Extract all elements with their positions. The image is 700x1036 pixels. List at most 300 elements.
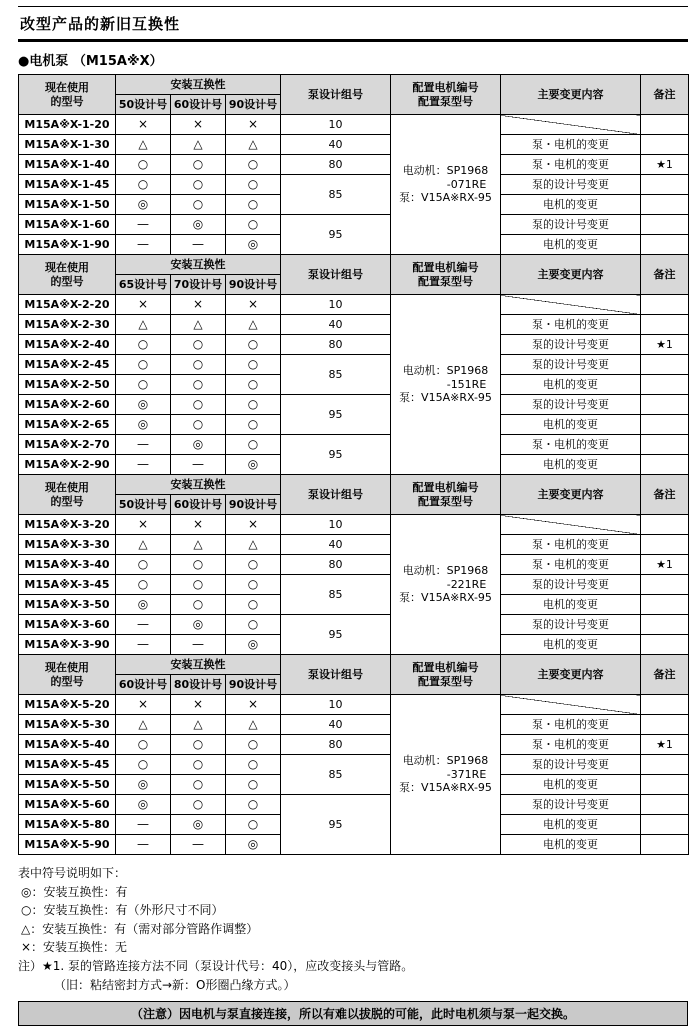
pump-design-group-cell: 40 <box>281 535 391 555</box>
remark-cell <box>641 835 689 855</box>
compat-symbol-cell: ◎ <box>116 795 171 815</box>
motor-config-cell <box>391 515 501 655</box>
header-row <box>19 255 689 275</box>
compat-symbol-cell: ○ <box>171 775 226 795</box>
model-cell: M15A※X-1-40 <box>19 155 116 175</box>
page-subtitle: ●电机泵 （M15A※X） <box>18 54 163 69</box>
compat-symbol-cell: × <box>171 695 226 715</box>
model-cell: M15A※X-1-60 <box>19 215 116 235</box>
current-model-header-line2: 的型号 <box>50 674 84 688</box>
compat-symbol-cell: ○ <box>171 555 226 575</box>
motor-config-header-line2: 配置泵型号 <box>418 674 473 688</box>
compat-table-section-3 <box>18 474 689 655</box>
remark-cell <box>641 575 689 595</box>
remark-cell: ★1 <box>641 155 689 175</box>
compat-symbol-cell: ◎ <box>226 635 281 655</box>
compat-symbol-cell: ○ <box>226 435 281 455</box>
remark-header: 备注 <box>641 75 689 115</box>
table-row <box>19 135 689 155</box>
table-row <box>19 355 689 375</box>
change-cell: 电机的变更 <box>501 635 641 655</box>
model-cell: M15A※X-2-90 <box>19 455 116 475</box>
compat-symbol-cell: — <box>116 815 171 835</box>
remark-cell <box>641 755 689 775</box>
motor-config-cell <box>391 115 501 255</box>
compat-symbol-cell: × <box>116 115 171 135</box>
compat-symbol-cell: △ <box>116 535 171 555</box>
compat-symbol-cell: ○ <box>226 155 281 175</box>
compat-symbol-cell: ○ <box>171 155 226 175</box>
compat-table-section-1 <box>18 74 689 255</box>
design-col-header: 50设计号 <box>116 495 171 515</box>
compat-symbol-cell: ○ <box>226 215 281 235</box>
compat-symbol-cell: ○ <box>171 335 226 355</box>
design-col-header: 70设计号 <box>171 275 226 295</box>
table-row <box>19 335 689 355</box>
pump-design-group-cell: 10 <box>281 515 391 535</box>
model-cell: M15A※X-1-50 <box>19 195 116 215</box>
model-cell: M15A※X-3-60 <box>19 615 116 635</box>
compat-symbol-cell: ○ <box>226 775 281 795</box>
compat-symbol-cell: ◎ <box>226 235 281 255</box>
remark-cell <box>641 515 689 535</box>
motor-config-cell <box>391 295 501 475</box>
compat-symbol-cell: ◎ <box>116 395 171 415</box>
compat-symbol-cell: △ <box>171 315 226 335</box>
legend-intro: 表中符号说明如下： <box>18 866 127 880</box>
table-row <box>19 735 689 755</box>
table-row <box>19 695 689 715</box>
compat-symbol-cell: — <box>171 635 226 655</box>
table-row <box>19 575 689 595</box>
main-change-header: 主要变更内容 <box>501 255 641 295</box>
change-cell: 泵的设计号变更 <box>501 215 641 235</box>
model-cell: M15A※X-5-60 <box>19 795 116 815</box>
footnote-star1-line1: 注）★1. 泵的管路连接方法不同（泵设计代号：40），应改变接头与管路。 <box>18 958 414 973</box>
pump-design-group-header: 泵设计组号 <box>281 75 391 115</box>
compat-symbol-cell: ○ <box>226 595 281 615</box>
pump-design-group-cell: 80 <box>281 335 391 355</box>
compat-symbol-cell: × <box>171 515 226 535</box>
motor-config-header-line1: 配置电机编号 <box>412 660 479 674</box>
table-row <box>19 555 689 575</box>
remark-cell: ★1 <box>641 735 689 755</box>
compat-tables-container <box>18 74 688 855</box>
compat-symbol-cell: ◎ <box>171 615 226 635</box>
compat-table-section-4 <box>18 654 689 855</box>
motor-config-line: -221RE <box>446 577 487 591</box>
pump-design-group-cell: 85 <box>281 755 391 795</box>
remark-cell: ★1 <box>641 335 689 355</box>
compat-symbol-cell: △ <box>171 135 226 155</box>
model-cell: M15A※X-5-90 <box>19 835 116 855</box>
motor-config-line: 电动机：SP1968 <box>402 563 489 577</box>
motor-config-line: 泵：V15A※RX-95 <box>399 191 492 205</box>
current-model-header-line1: 现在使用 <box>45 480 89 494</box>
change-cell: 电机的变更 <box>501 195 641 215</box>
main-change-header: 主要变更内容 <box>501 75 641 115</box>
remark-cell <box>641 175 689 195</box>
table-row <box>19 615 689 635</box>
model-cell: M15A※X-1-30 <box>19 135 116 155</box>
change-cell: 泵・电机的变更 <box>501 135 641 155</box>
motor-config-line: -151RE <box>446 377 487 391</box>
compat-symbol-cell: ○ <box>226 795 281 815</box>
compat-symbol-cell: ○ <box>226 755 281 775</box>
remark-cell <box>641 355 689 375</box>
mount-compat-header: 安装互换性 <box>116 475 281 495</box>
compat-symbol-cell: — <box>171 235 226 255</box>
change-cell: 泵・电机的变更 <box>501 555 641 575</box>
compat-symbol-cell: — <box>116 215 171 235</box>
change-cell: 泵的设计号变更 <box>501 175 641 195</box>
model-cell: M15A※X-2-40 <box>19 335 116 355</box>
remark-cell <box>641 815 689 835</box>
model-cell: M15A※X-5-80 <box>19 815 116 835</box>
compat-symbol-cell: ○ <box>116 735 171 755</box>
current-model-header-line1: 现在使用 <box>45 260 89 274</box>
table-row <box>19 395 689 415</box>
design-col-header: 90设计号 <box>226 275 281 295</box>
remark-cell <box>641 115 689 135</box>
change-cell: 电机的变更 <box>501 775 641 795</box>
compat-symbol-cell: ◎ <box>171 215 226 235</box>
model-cell: M15A※X-2-45 <box>19 355 116 375</box>
mount-compat-header: 安装互换性 <box>116 255 281 275</box>
compat-symbol-cell: ○ <box>226 575 281 595</box>
remark-cell <box>641 635 689 655</box>
model-cell: M15A※X-1-90 <box>19 235 116 255</box>
remark-cell <box>641 375 689 395</box>
design-col-header: 60设计号 <box>171 495 226 515</box>
compat-symbol-cell: ○ <box>116 155 171 175</box>
compat-symbol-cell: △ <box>226 315 281 335</box>
table-row <box>19 515 689 535</box>
change-cell: 泵的设计号变更 <box>501 795 641 815</box>
compat-symbol-cell: ○ <box>116 335 171 355</box>
pump-design-group-cell: 80 <box>281 735 391 755</box>
design-col-header: 60设计号 <box>171 95 226 115</box>
table-row <box>19 755 689 775</box>
current-model-header-line2: 的型号 <box>50 274 84 288</box>
pump-design-group-header: 泵设计组号 <box>281 475 391 515</box>
legend-item-full-compat: ◎：安装互换性：有 <box>21 884 128 899</box>
compat-symbol-cell: ○ <box>226 735 281 755</box>
compat-symbol-cell: △ <box>171 715 226 735</box>
compat-symbol-cell: △ <box>116 135 171 155</box>
page-title: 改型产品的新旧互换性 <box>18 6 688 42</box>
table-row <box>19 155 689 175</box>
table-row <box>19 435 689 455</box>
pump-design-group-cell: 95 <box>281 395 391 435</box>
pump-design-group-cell: 10 <box>281 115 391 135</box>
change-cell: 泵・电机的变更 <box>501 435 641 455</box>
motor-config-cell <box>391 695 501 855</box>
design-col-header: 90设计号 <box>226 495 281 515</box>
remark-cell <box>641 595 689 615</box>
compat-symbol-cell: ○ <box>226 395 281 415</box>
motor-config-header <box>391 255 501 295</box>
model-cell: M15A※X-1-45 <box>19 175 116 195</box>
compat-symbol-cell: ○ <box>226 815 281 835</box>
change-cell: 电机的变更 <box>501 455 641 475</box>
remark-cell <box>641 395 689 415</box>
design-col-header: 90设计号 <box>226 675 281 695</box>
motor-config-line: 泵：V15A※RX-95 <box>399 591 492 605</box>
pump-design-group-cell: 80 <box>281 555 391 575</box>
change-cell: 泵的设计号变更 <box>501 395 641 415</box>
model-cell: M15A※X-5-45 <box>19 755 116 775</box>
pump-design-group-cell: 95 <box>281 435 391 475</box>
model-cell: M15A※X-3-30 <box>19 535 116 555</box>
table-row <box>19 795 689 815</box>
change-cell <box>501 515 641 535</box>
model-cell: M15A※X-2-50 <box>19 375 116 395</box>
design-col-header: 50设计号 <box>116 95 171 115</box>
change-cell: 电机的变更 <box>501 595 641 615</box>
compat-symbol-cell: ○ <box>116 175 171 195</box>
table-row <box>19 715 689 735</box>
compat-symbol-cell: ◎ <box>226 835 281 855</box>
pump-design-group-cell: 85 <box>281 175 391 215</box>
mount-compat-header: 安装互换性 <box>116 75 281 95</box>
compat-table-section-2 <box>18 254 689 475</box>
footnote-star1-line2: （旧：粘结密封方式→新：O形圈凸缘方式。） <box>54 977 296 992</box>
legend <box>18 864 688 994</box>
motor-config-line: 电动机：SP1968 <box>402 163 489 177</box>
pump-design-group-cell: 40 <box>281 135 391 155</box>
current-model-header-line2: 的型号 <box>50 494 84 508</box>
compat-symbol-cell: — <box>116 235 171 255</box>
compat-symbol-cell: — <box>171 455 226 475</box>
compat-symbol-cell: ○ <box>226 615 281 635</box>
header-row <box>19 475 689 495</box>
remark-header: 备注 <box>641 255 689 295</box>
model-cell: M15A※X-3-50 <box>19 595 116 615</box>
compat-symbol-cell: ○ <box>226 175 281 195</box>
pump-design-group-cell: 10 <box>281 695 391 715</box>
motor-config-line: 泵：V15A※RX-95 <box>399 391 492 405</box>
motor-config-header-line2: 配置泵型号 <box>418 94 473 108</box>
compat-symbol-cell: ◎ <box>116 195 171 215</box>
table-row <box>19 215 689 235</box>
change-cell: 泵・电机的变更 <box>501 715 641 735</box>
compat-symbol-cell: ○ <box>171 575 226 595</box>
pump-design-group-cell: 10 <box>281 295 391 315</box>
compat-symbol-cell: ○ <box>116 755 171 775</box>
design-col-header: 90设计号 <box>226 95 281 115</box>
motor-config-line: 电动机：SP1968 <box>402 363 489 377</box>
change-cell: 泵的设计号变更 <box>501 355 641 375</box>
compat-symbol-cell: △ <box>226 135 281 155</box>
design-col-header: 60设计号 <box>116 675 171 695</box>
motor-config-line: -071RE <box>446 177 487 191</box>
header-row <box>19 655 689 675</box>
table-row <box>19 295 689 315</box>
model-cell: M15A※X-1-20 <box>19 115 116 135</box>
compat-symbol-cell: ◎ <box>116 595 171 615</box>
change-cell <box>501 115 641 135</box>
compat-symbol-cell: ○ <box>171 595 226 615</box>
remark-cell <box>641 295 689 315</box>
current-model-header <box>19 655 116 695</box>
compat-symbol-cell: ◎ <box>226 455 281 475</box>
compat-symbol-cell: ○ <box>226 195 281 215</box>
compat-symbol-cell: ◎ <box>171 815 226 835</box>
compat-symbol-cell: × <box>226 515 281 535</box>
remark-cell <box>641 615 689 635</box>
compat-symbol-cell: — <box>116 455 171 475</box>
change-cell: 泵的设计号变更 <box>501 615 641 635</box>
table-row <box>19 115 689 135</box>
model-cell: M15A※X-3-90 <box>19 635 116 655</box>
model-cell: M15A※X-5-20 <box>19 695 116 715</box>
motor-config-header-line1: 配置电机编号 <box>412 260 479 274</box>
change-cell <box>501 695 641 715</box>
compat-symbol-cell: ○ <box>171 355 226 375</box>
remark-cell <box>641 455 689 475</box>
motor-config-header-line2: 配置泵型号 <box>418 274 473 288</box>
compat-symbol-cell: ○ <box>171 175 226 195</box>
model-cell: M15A※X-5-30 <box>19 715 116 735</box>
compat-symbol-cell: × <box>226 295 281 315</box>
compat-symbol-cell: ○ <box>171 755 226 775</box>
compat-symbol-cell: △ <box>171 535 226 555</box>
legend-item-no-compat: ×：安装互换性：无 <box>21 940 128 955</box>
compat-symbol-cell: ○ <box>226 355 281 375</box>
motor-config-line: 泵：V15A※RX-95 <box>399 781 492 795</box>
current-model-header-line1: 现在使用 <box>45 80 89 94</box>
change-cell: 泵・电机的变更 <box>501 315 641 335</box>
table-row <box>19 535 689 555</box>
model-cell: M15A※X-3-45 <box>19 575 116 595</box>
current-model-header <box>19 255 116 295</box>
design-col-header: 65设计号 <box>116 275 171 295</box>
pump-design-group-cell: 85 <box>281 575 391 615</box>
compat-symbol-cell: ○ <box>116 555 171 575</box>
compat-symbol-cell: × <box>226 695 281 715</box>
remark-cell <box>641 695 689 715</box>
compat-symbol-cell: ○ <box>171 195 226 215</box>
remark-cell <box>641 535 689 555</box>
motor-config-line: 电动机：SP1968 <box>402 753 489 767</box>
compat-symbol-cell: ◎ <box>171 435 226 455</box>
current-model-header <box>19 75 116 115</box>
compat-symbol-cell: — <box>116 435 171 455</box>
compat-symbol-cell: ○ <box>226 555 281 575</box>
remark-cell <box>641 315 689 335</box>
compat-symbol-cell: × <box>171 295 226 315</box>
model-cell: M15A※X-2-60 <box>19 395 116 415</box>
compat-symbol-cell: — <box>116 835 171 855</box>
pump-design-group-cell: 95 <box>281 215 391 255</box>
current-model-header-line1: 现在使用 <box>45 660 89 674</box>
main-change-header: 主要变更内容 <box>501 655 641 695</box>
compat-symbol-cell: × <box>116 295 171 315</box>
model-cell: M15A※X-3-40 <box>19 555 116 575</box>
compat-symbol-cell: ○ <box>116 575 171 595</box>
compat-symbol-cell: × <box>226 115 281 135</box>
table-row <box>19 315 689 335</box>
compat-symbol-cell: — <box>171 835 226 855</box>
header-row <box>19 75 689 95</box>
compat-symbol-cell: — <box>116 635 171 655</box>
remark-header: 备注 <box>641 655 689 695</box>
compat-symbol-cell: △ <box>226 535 281 555</box>
motor-config-line: -371RE <box>446 767 487 781</box>
change-cell: 泵的设计号变更 <box>501 335 641 355</box>
change-cell: 泵・电机的变更 <box>501 155 641 175</box>
remark-cell <box>641 135 689 155</box>
compat-symbol-cell: × <box>116 695 171 715</box>
compat-symbol-cell: ○ <box>226 335 281 355</box>
current-model-header-line2: 的型号 <box>50 94 84 108</box>
change-cell <box>501 295 641 315</box>
model-cell: M15A※X-2-30 <box>19 315 116 335</box>
compat-symbol-cell: ○ <box>116 355 171 375</box>
current-model-header <box>19 475 116 515</box>
model-cell: M15A※X-2-20 <box>19 295 116 315</box>
remark-cell: ★1 <box>641 555 689 575</box>
change-cell: 电机的变更 <box>501 815 641 835</box>
motor-config-header-line1: 配置电机编号 <box>412 480 479 494</box>
mount-compat-header: 安装互换性 <box>116 655 281 675</box>
change-cell: 电机的变更 <box>501 375 641 395</box>
remark-header: 备注 <box>641 475 689 515</box>
design-col-header: 80设计号 <box>171 675 226 695</box>
compat-symbol-cell: ○ <box>171 735 226 755</box>
pump-design-group-cell: 95 <box>281 795 391 855</box>
notice-bar: （注意）因电机与泵直接连接，所以有难以拔脱的可能，此时电机须与泵一起交换。 <box>18 1001 688 1026</box>
motor-config-header <box>391 475 501 515</box>
change-cell: 电机的变更 <box>501 415 641 435</box>
compat-symbol-cell: ○ <box>116 375 171 395</box>
model-cell: M15A※X-2-70 <box>19 435 116 455</box>
legend-item-dims-differ: ○：安装互换性：有（外形尺寸不同） <box>21 903 224 918</box>
pump-design-group-header: 泵设计组号 <box>281 255 391 295</box>
change-cell: 电机的变更 <box>501 235 641 255</box>
model-cell: M15A※X-5-50 <box>19 775 116 795</box>
change-cell: 泵的设计号变更 <box>501 575 641 595</box>
remark-cell <box>641 775 689 795</box>
pump-design-group-cell: 40 <box>281 315 391 335</box>
compat-symbol-cell: ○ <box>171 395 226 415</box>
compat-symbol-cell: ○ <box>171 795 226 815</box>
remark-cell <box>641 795 689 815</box>
model-cell: M15A※X-5-40 <box>19 735 116 755</box>
model-cell: M15A※X-2-65 <box>19 415 116 435</box>
compat-symbol-cell: × <box>116 515 171 535</box>
pump-design-group-cell: 95 <box>281 615 391 655</box>
legend-item-piping-adjust: △：安装互换性：有（需对部分管路作调整） <box>21 921 259 936</box>
compat-symbol-cell: ○ <box>171 415 226 435</box>
compat-symbol-cell: — <box>116 615 171 635</box>
compat-symbol-cell: ○ <box>171 375 226 395</box>
motor-config-header-line2: 配置泵型号 <box>418 494 473 508</box>
pump-design-group-cell: 85 <box>281 355 391 395</box>
main-change-header: 主要变更内容 <box>501 475 641 515</box>
compat-symbol-cell: ○ <box>226 375 281 395</box>
compat-symbol-cell: × <box>171 115 226 135</box>
pump-design-group-cell: 40 <box>281 715 391 735</box>
compat-symbol-cell: △ <box>226 715 281 735</box>
compat-symbol-cell: ○ <box>226 415 281 435</box>
motor-config-header <box>391 655 501 695</box>
remark-cell <box>641 435 689 455</box>
motor-config-header-line1: 配置电机编号 <box>412 80 479 94</box>
compat-symbol-cell: △ <box>116 315 171 335</box>
remark-cell <box>641 235 689 255</box>
